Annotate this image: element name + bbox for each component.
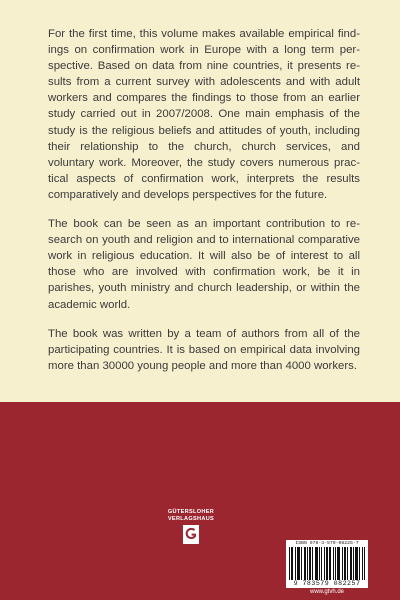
isbn-barcode-box (286, 540, 368, 588)
isbn-text: ISBN 978-3-579-08225-7 (295, 541, 359, 546)
publisher-name-line-1: GÜTERSLOHER (167, 509, 215, 515)
blurb-text (48, 26, 360, 387)
blurb-paragraph-3: The book was written by a team of authors from all of the participating countries. It is based on empirical data involving more than 30000 young people and more than 4000 workers. (48, 327, 360, 372)
publisher-website: www.gtvh.de (309, 589, 345, 595)
barcode (289, 547, 365, 580)
publisher-logo (163, 509, 219, 549)
blurb-paragraph-1: For the first time, this volume makes available empirical findings on confirmation work in Europe with a long term perspective. Based on data from nine countries, it presents results from a current survey with adolescents and with adult workers and compares the findings to those from an earlier study carried out in 2007/2008. One main emphasis of the study is the religious beliefs and attitudes of youth, including their relationship to the church, church services, and voluntary work. Moreover, the study covers numerous practical aspects of confirmation work, interprets the results comparatively and develops perspectives for the future. (48, 28, 360, 201)
barcode-number: 9 783579 082257 (293, 580, 361, 587)
publisher-name-line-2: VERLAGSHAUS (167, 515, 215, 522)
g-logo-icon (183, 525, 199, 544)
blurb-paragraph-2: The book can be seen as an important contribution to research on youth and religion and to international comparative work in religious education. It will also be of interest to all those who are involved with confirmation work, be it in parishes, youth ministry and church leadership, or within the academic world. (48, 218, 360, 311)
